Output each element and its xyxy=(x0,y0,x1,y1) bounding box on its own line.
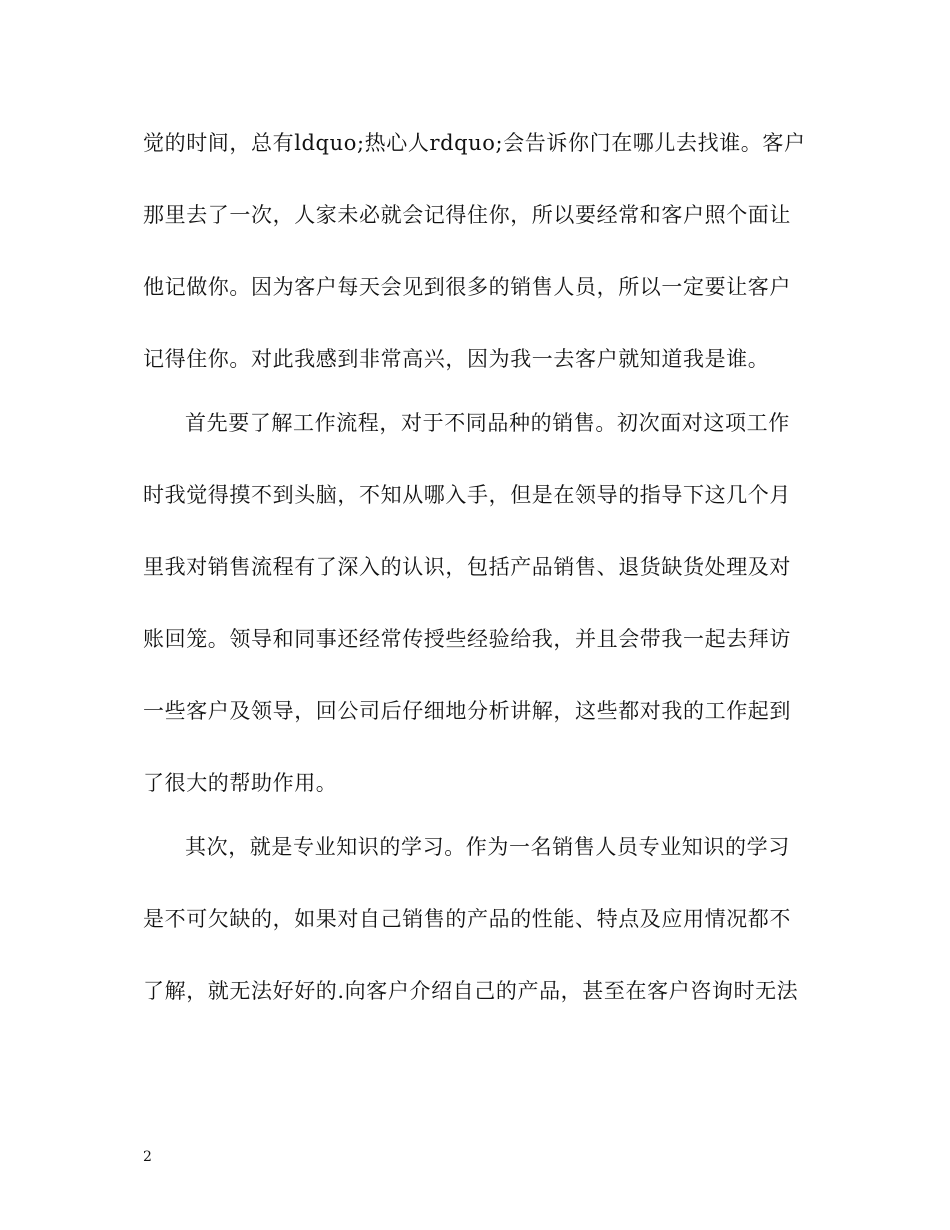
paragraph-3-line-2: 是不可欠缺的，如果对自己销售的产品的性能、特点及应用情况都不 xyxy=(143,907,791,931)
paragraph-2-line-5: 一些客户及领导，回公司后仔细地分析讲解，这些都对我的工作起到 xyxy=(143,699,791,723)
paragraph-2-line-3: 里我对销售流程有了深入的认识，包括产品销售、退货缺货处理及对 xyxy=(143,555,791,579)
paragraph-3-line-3: 了解，就无法好好的.向客户介绍自己的产品，甚至在客户咨询时无法 xyxy=(143,979,799,1003)
page-number: 2 xyxy=(143,1149,152,1165)
paragraph-2-line-1: 首先要了解工作流程，对于不同品种的销售。初次面对这项工作 xyxy=(185,411,790,435)
paragraph-3-line-1: 其次，就是专业知识的学习。作为一名销售人员专业知识的学习 xyxy=(185,835,790,859)
paragraph-1-line-3: 他记做你。因为客户每天会见到很多的销售人员，所以一定要让客户 xyxy=(143,275,791,299)
paragraph-1-line-2: 那里去了一次，人家未必就会记得住你，所以要经常和客户照个面让 xyxy=(143,203,791,227)
paragraph-1-line-1: 觉的时间，总有ldquo;热心人rdquo;会告诉你门在哪儿去找谁。客户 xyxy=(143,131,806,155)
paragraph-2-line-6: 了很大的帮助作用。 xyxy=(143,771,338,795)
paragraph-2-line-2: 时我觉得摸不到头脑，不知从哪入手，但是在领导的指导下这几个月 xyxy=(143,483,791,507)
paragraph-1-line-4: 记得住你。对此我感到非常高兴，因为我一去客户就知道我是谁。 xyxy=(143,347,770,371)
paragraph-2-line-4: 账回笼。领导和同事还经常传授些经验给我，并且会带我一起去拜访 xyxy=(143,627,791,651)
